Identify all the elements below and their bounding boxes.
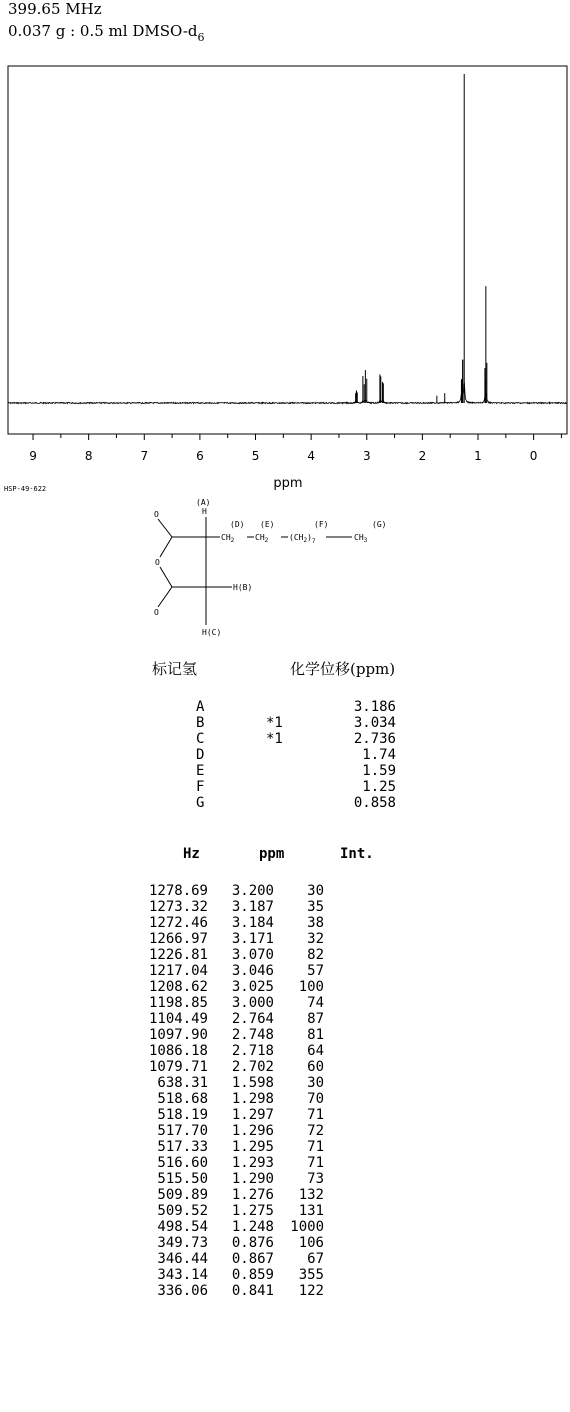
ch2-e-label: $CH_2$ xyxy=(255,533,269,544)
assignment-row xyxy=(196,747,396,763)
peak-hz: 509.89 xyxy=(157,1187,208,1203)
peak-intensity: 355 xyxy=(298,1267,324,1283)
peak-hz: 343.14 xyxy=(157,1267,208,1283)
table-row xyxy=(140,883,324,899)
table-row xyxy=(140,1171,324,1187)
assignment-note xyxy=(266,795,336,811)
table-row xyxy=(140,1123,324,1139)
peak-ppm: 1.295 xyxy=(231,1139,274,1155)
table-row xyxy=(140,1251,324,1267)
peak-ppm: 0.841 xyxy=(231,1283,274,1299)
peak-intensity: 122 xyxy=(298,1283,324,1299)
table-row xyxy=(140,963,324,979)
peak-intensity: 1000 xyxy=(290,1219,324,1235)
spectrum-code: HSP-49-622 xyxy=(4,485,47,493)
table-row xyxy=(140,1043,324,1059)
peak-hz: 1208.62 xyxy=(148,979,208,995)
peak-ppm: 3.187 xyxy=(231,899,274,915)
peak-intensity: 100 xyxy=(298,979,324,995)
peak-table xyxy=(140,883,324,1299)
peak-hz: 1086.18 xyxy=(148,1043,208,1059)
table-row xyxy=(140,931,324,947)
x-tick-label: 4 xyxy=(307,449,315,463)
assignment-shift: 2.736 xyxy=(353,731,396,747)
peak-hz: 1272.46 xyxy=(148,915,208,931)
peak-intensity: 71 xyxy=(307,1107,324,1123)
peak-hz: 509.52 xyxy=(157,1203,208,1219)
table-row xyxy=(140,899,324,915)
sample-text: 0.037 g : 0.5 ml DMSO-d xyxy=(8,22,198,40)
table-row xyxy=(140,1219,324,1235)
peak-ppm: 3.184 xyxy=(231,915,274,931)
table-row xyxy=(140,1139,324,1155)
bond-co-top xyxy=(158,519,172,537)
peak-intensity: 57 xyxy=(307,963,324,979)
spectrum-peaks xyxy=(356,74,487,403)
int-header: Int. xyxy=(340,846,374,862)
peak-intensity: 64 xyxy=(307,1043,324,1059)
table-row xyxy=(140,947,324,963)
assignment-label: G xyxy=(196,795,205,811)
peak-ppm: 2.764 xyxy=(231,1011,274,1027)
assignment-note: *1 xyxy=(266,731,283,747)
peak-hz: 516.60 xyxy=(157,1155,208,1171)
oxygen-top-label: O xyxy=(154,510,159,519)
peak-intensity: 32 xyxy=(307,931,324,947)
peak-hz: 349.73 xyxy=(157,1235,208,1251)
oxygen-bottom-label: O xyxy=(154,608,159,617)
peak-hz: 1104.49 xyxy=(148,1011,208,1027)
table-row xyxy=(140,1107,324,1123)
sample-subscript: 6 xyxy=(197,31,205,44)
peak-ppm: 1.598 xyxy=(231,1075,274,1091)
assignment-note xyxy=(266,779,336,795)
assignment-row xyxy=(196,699,396,715)
peak-hz: 517.70 xyxy=(157,1123,208,1139)
peak-intensity: 71 xyxy=(307,1155,324,1171)
table-row xyxy=(140,1187,324,1203)
peak-intensity: 72 xyxy=(307,1123,324,1139)
table-row xyxy=(140,1027,324,1043)
table-row xyxy=(140,1059,324,1075)
peak-hz: 517.33 xyxy=(157,1139,208,1155)
peak-ppm: 3.000 xyxy=(231,995,274,1011)
h-b-label: H(B) xyxy=(233,583,253,592)
label-a: (A) xyxy=(196,498,211,507)
x-tick-label: 6 xyxy=(196,449,204,463)
peak-intensity: 131 xyxy=(298,1203,324,1219)
peak-intensity: 30 xyxy=(307,883,324,899)
peak-hz: 1217.04 xyxy=(148,963,208,979)
peak-ppm: 1.248 xyxy=(231,1219,274,1235)
h-a-label: H xyxy=(202,507,207,516)
x-tick-label: 0 xyxy=(529,449,538,463)
peak-intensity: 38 xyxy=(307,915,324,931)
peak-ppm: 1.275 xyxy=(231,1203,274,1219)
label-g: (G) xyxy=(372,520,387,529)
peak-ppm: 1.296 xyxy=(231,1123,274,1139)
x-tick-label: 7 xyxy=(140,449,149,463)
x-tick-label: 1 xyxy=(474,449,482,463)
table-row xyxy=(140,1267,324,1283)
peak-ppm: 1.297 xyxy=(231,1107,274,1123)
assignment-label: F xyxy=(196,779,205,795)
peak-hz: 515.50 xyxy=(157,1171,208,1187)
peak-intensity: 106 xyxy=(298,1235,324,1251)
assignment-note xyxy=(266,747,336,763)
x-tick-label: 2 xyxy=(418,449,427,463)
peak-hz: 1278.69 xyxy=(148,883,208,899)
bond-co-bottom xyxy=(158,587,172,607)
table-row xyxy=(140,979,324,995)
label-e: (E) xyxy=(260,520,275,529)
peak-hz: 1198.85 xyxy=(148,995,208,1011)
peak-intensity: 132 xyxy=(298,1187,324,1203)
table-row xyxy=(140,1011,324,1027)
peak-hz: 336.06 xyxy=(157,1283,208,1299)
label-d: (D) xyxy=(230,520,245,529)
peak-hz: 346.44 xyxy=(157,1251,208,1267)
ch2-d-label: $CH_2$ xyxy=(221,533,235,544)
bond-c-o-ring-top xyxy=(160,537,172,557)
assignment-row xyxy=(196,715,396,731)
x-tick-label: 3 xyxy=(362,449,371,463)
spectrum-trace xyxy=(8,384,567,404)
peak-hz: 1266.97 xyxy=(148,931,208,947)
table-row xyxy=(140,1235,324,1251)
table-row xyxy=(140,915,324,931)
peak-ppm: 3.070 xyxy=(231,947,274,963)
assignment-label-header: 标记氢 xyxy=(152,660,198,678)
h-c-label: H(C) xyxy=(202,628,222,637)
assignment-label: E xyxy=(196,763,205,779)
assignment-note xyxy=(266,763,336,779)
x-tick-label: 5 xyxy=(251,449,260,463)
ch3-label: $CH_3$ xyxy=(354,533,368,544)
peak-ppm: 3.200 xyxy=(231,883,274,899)
table-row xyxy=(140,1203,324,1219)
peak-hz: 518.19 xyxy=(157,1107,208,1123)
peak-intensity: 70 xyxy=(307,1091,324,1107)
spectrometer-frequency: 399.65 MHz xyxy=(8,0,102,18)
assignment-label: D xyxy=(196,747,205,763)
oxygen-ring-label: O xyxy=(155,558,160,567)
x-tick-label: 9 xyxy=(29,449,37,463)
peak-ppm: 1.298 xyxy=(231,1091,274,1107)
peak-intensity: 67 xyxy=(307,1251,324,1267)
peak-ppm: 2.718 xyxy=(231,1043,274,1059)
peak-ppm: 1.276 xyxy=(231,1187,274,1203)
assignment-shift-header: 化学位移(ppm) xyxy=(290,660,396,678)
assignment-shift: 1.59 xyxy=(362,763,396,779)
peak-ppm: 3.025 xyxy=(231,979,274,995)
peak-hz: 638.31 xyxy=(157,1075,208,1091)
assignment-shift: 0.858 xyxy=(353,795,396,811)
peak-intensity: 87 xyxy=(307,1011,324,1027)
peak-hz: 1079.71 xyxy=(148,1059,208,1075)
peak-hz: 1097.90 xyxy=(148,1027,208,1043)
assignment-shift: 1.74 xyxy=(362,747,396,763)
peak-intensity: 81 xyxy=(307,1027,324,1043)
x-axis-ticks xyxy=(33,434,561,440)
assignment-shift: 1.25 xyxy=(362,779,396,795)
assignment-row xyxy=(196,731,396,747)
peak-ppm: 0.859 xyxy=(231,1267,274,1283)
peak-hz: 498.54 xyxy=(157,1219,208,1235)
assignment-shift: 3.034 xyxy=(353,715,396,731)
ppm-header: ppm xyxy=(259,846,285,862)
label-f: (F) xyxy=(314,520,329,529)
assignment-table xyxy=(196,699,396,811)
peak-ppm: 3.171 xyxy=(231,931,274,947)
peak-intensity: 35 xyxy=(307,899,324,915)
peak-hz: 1226.81 xyxy=(148,947,208,963)
peak-intensity: 30 xyxy=(307,1075,324,1091)
peak-intensity: 60 xyxy=(307,1059,324,1075)
assignment-row xyxy=(196,795,396,811)
table-row xyxy=(140,1075,324,1091)
table-row xyxy=(140,1091,324,1107)
peak-ppm: 1.290 xyxy=(231,1171,274,1187)
peak-intensity: 82 xyxy=(307,947,324,963)
assignment-label: B xyxy=(196,715,205,731)
x-tick-label: 8 xyxy=(84,449,93,463)
x-axis-tick-labels xyxy=(29,449,537,463)
sample-description xyxy=(8,22,205,44)
assignment-row xyxy=(196,779,396,795)
table-row xyxy=(140,1155,324,1171)
table-row xyxy=(140,1283,324,1299)
peak-ppm: 2.702 xyxy=(231,1059,274,1075)
assignment-label: C xyxy=(196,731,205,747)
plot-frame xyxy=(8,66,567,434)
structure-diagram xyxy=(130,497,400,645)
assignment-label: A xyxy=(196,699,205,715)
peak-intensity: 73 xyxy=(307,1171,324,1187)
peak-intensity: 74 xyxy=(307,995,324,1011)
peak-intensity: 71 xyxy=(307,1139,324,1155)
peak-hz: 1273.32 xyxy=(148,899,208,915)
hz-header: Hz xyxy=(183,846,200,862)
table-row xyxy=(140,995,324,1011)
assignment-shift: 3.186 xyxy=(353,699,396,715)
peak-ppm: 2.748 xyxy=(231,1027,274,1043)
peak-ppm: 1.293 xyxy=(231,1155,274,1171)
assignment-row xyxy=(196,763,396,779)
x-axis-label: ppm xyxy=(273,476,303,491)
peak-ppm: 0.867 xyxy=(231,1251,274,1267)
ch2-f-label: $(CH_2)_7$ xyxy=(289,533,316,545)
assignment-note xyxy=(266,699,336,715)
peak-ppm: 3.046 xyxy=(231,963,274,979)
peak-hz: 518.68 xyxy=(157,1091,208,1107)
bond-o-ring-c-bottom xyxy=(160,567,172,587)
assignment-note: *1 xyxy=(266,715,283,731)
peak-ppm: 0.876 xyxy=(231,1235,274,1251)
